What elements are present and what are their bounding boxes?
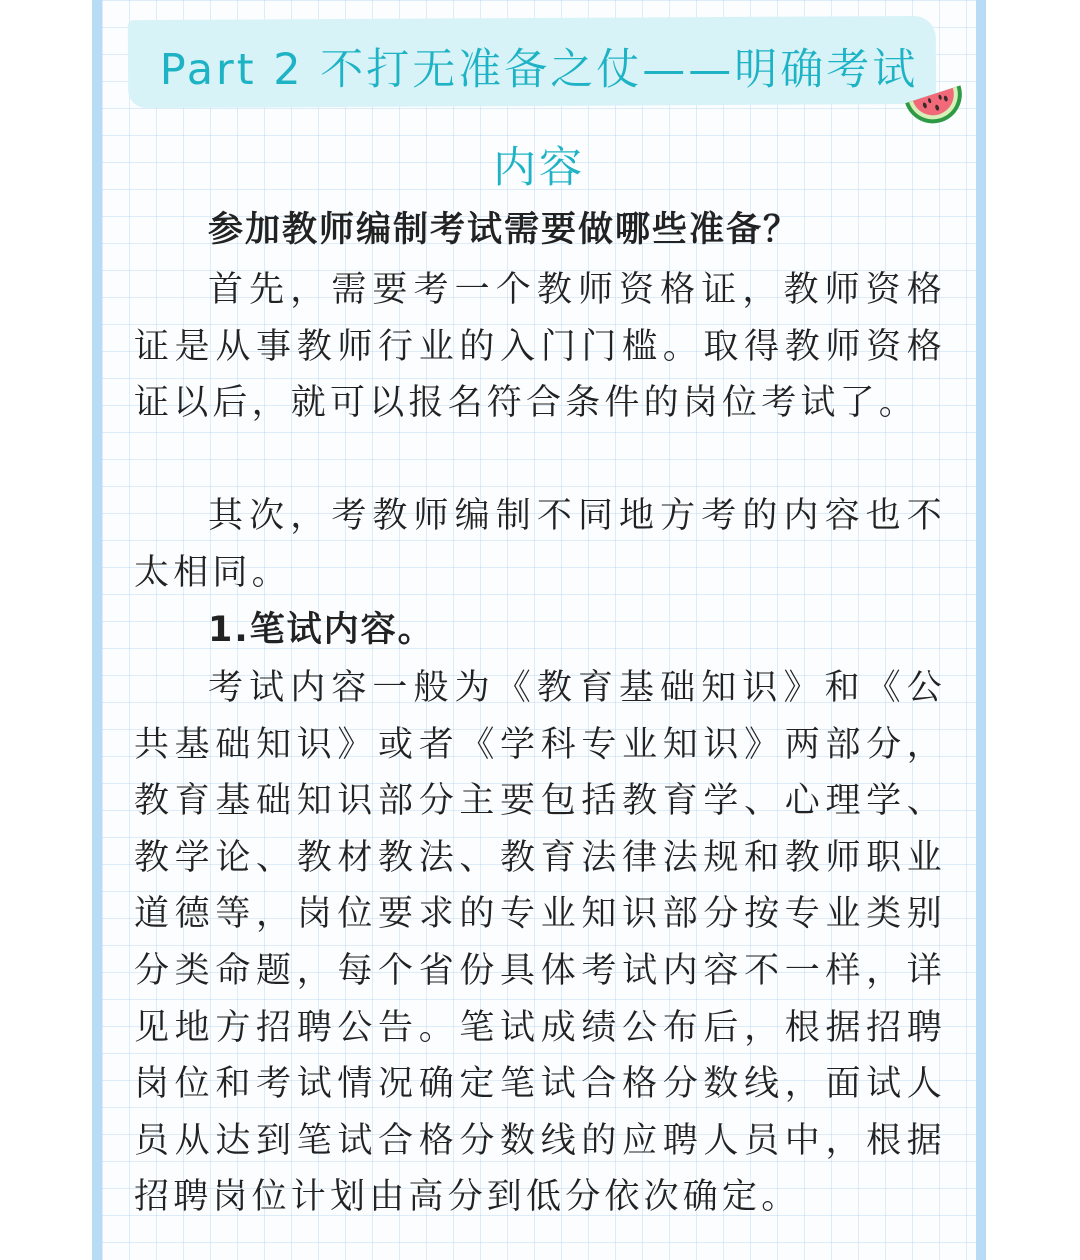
paragraph-written-exam: 考试内容一般为《教育基础知识》和《公共基础知识》或者《学科专业知识》两部分，教育基础知识部分主要包括教育学、心理学、教学论、教材教法、教育法律法规和教师职业道德等，岗位要求的专业知识部分按专业类别分类命题，每个省份具体考试内容不一样，详见地方招聘公告。笔试成绩公布后，根据招聘岗位和考试情况确定笔试合格分数线，面试人员从达到笔试合格分数线的应聘人员中，根据招聘岗位计划由高分到低分依次确定。: [134, 668, 946, 1218]
question-heading: 参加教师编制考试需要做哪些准备？: [208, 210, 801, 250]
watermelon-slice-icon: [902, 72, 968, 130]
paragraph-content-varies: 其次，考教师编制不同地方考的内容也不太相同。: [134, 496, 946, 593]
paragraph-qualification: 首先，需要考一个教师资格证，教师资格证是从事教师行业的入门门槛。取得教师资格证以后，就可以报名符合条件的岗位考试了。: [134, 270, 946, 424]
section-title-line-1: Part 2 不打无准备之仗——明确考试: [159, 45, 919, 95]
right-border: [976, 0, 986, 1260]
written-exam-heading: 1.笔试内容。: [208, 610, 435, 650]
section-title-line-2: 内容: [493, 143, 585, 193]
left-border: [92, 0, 102, 1260]
